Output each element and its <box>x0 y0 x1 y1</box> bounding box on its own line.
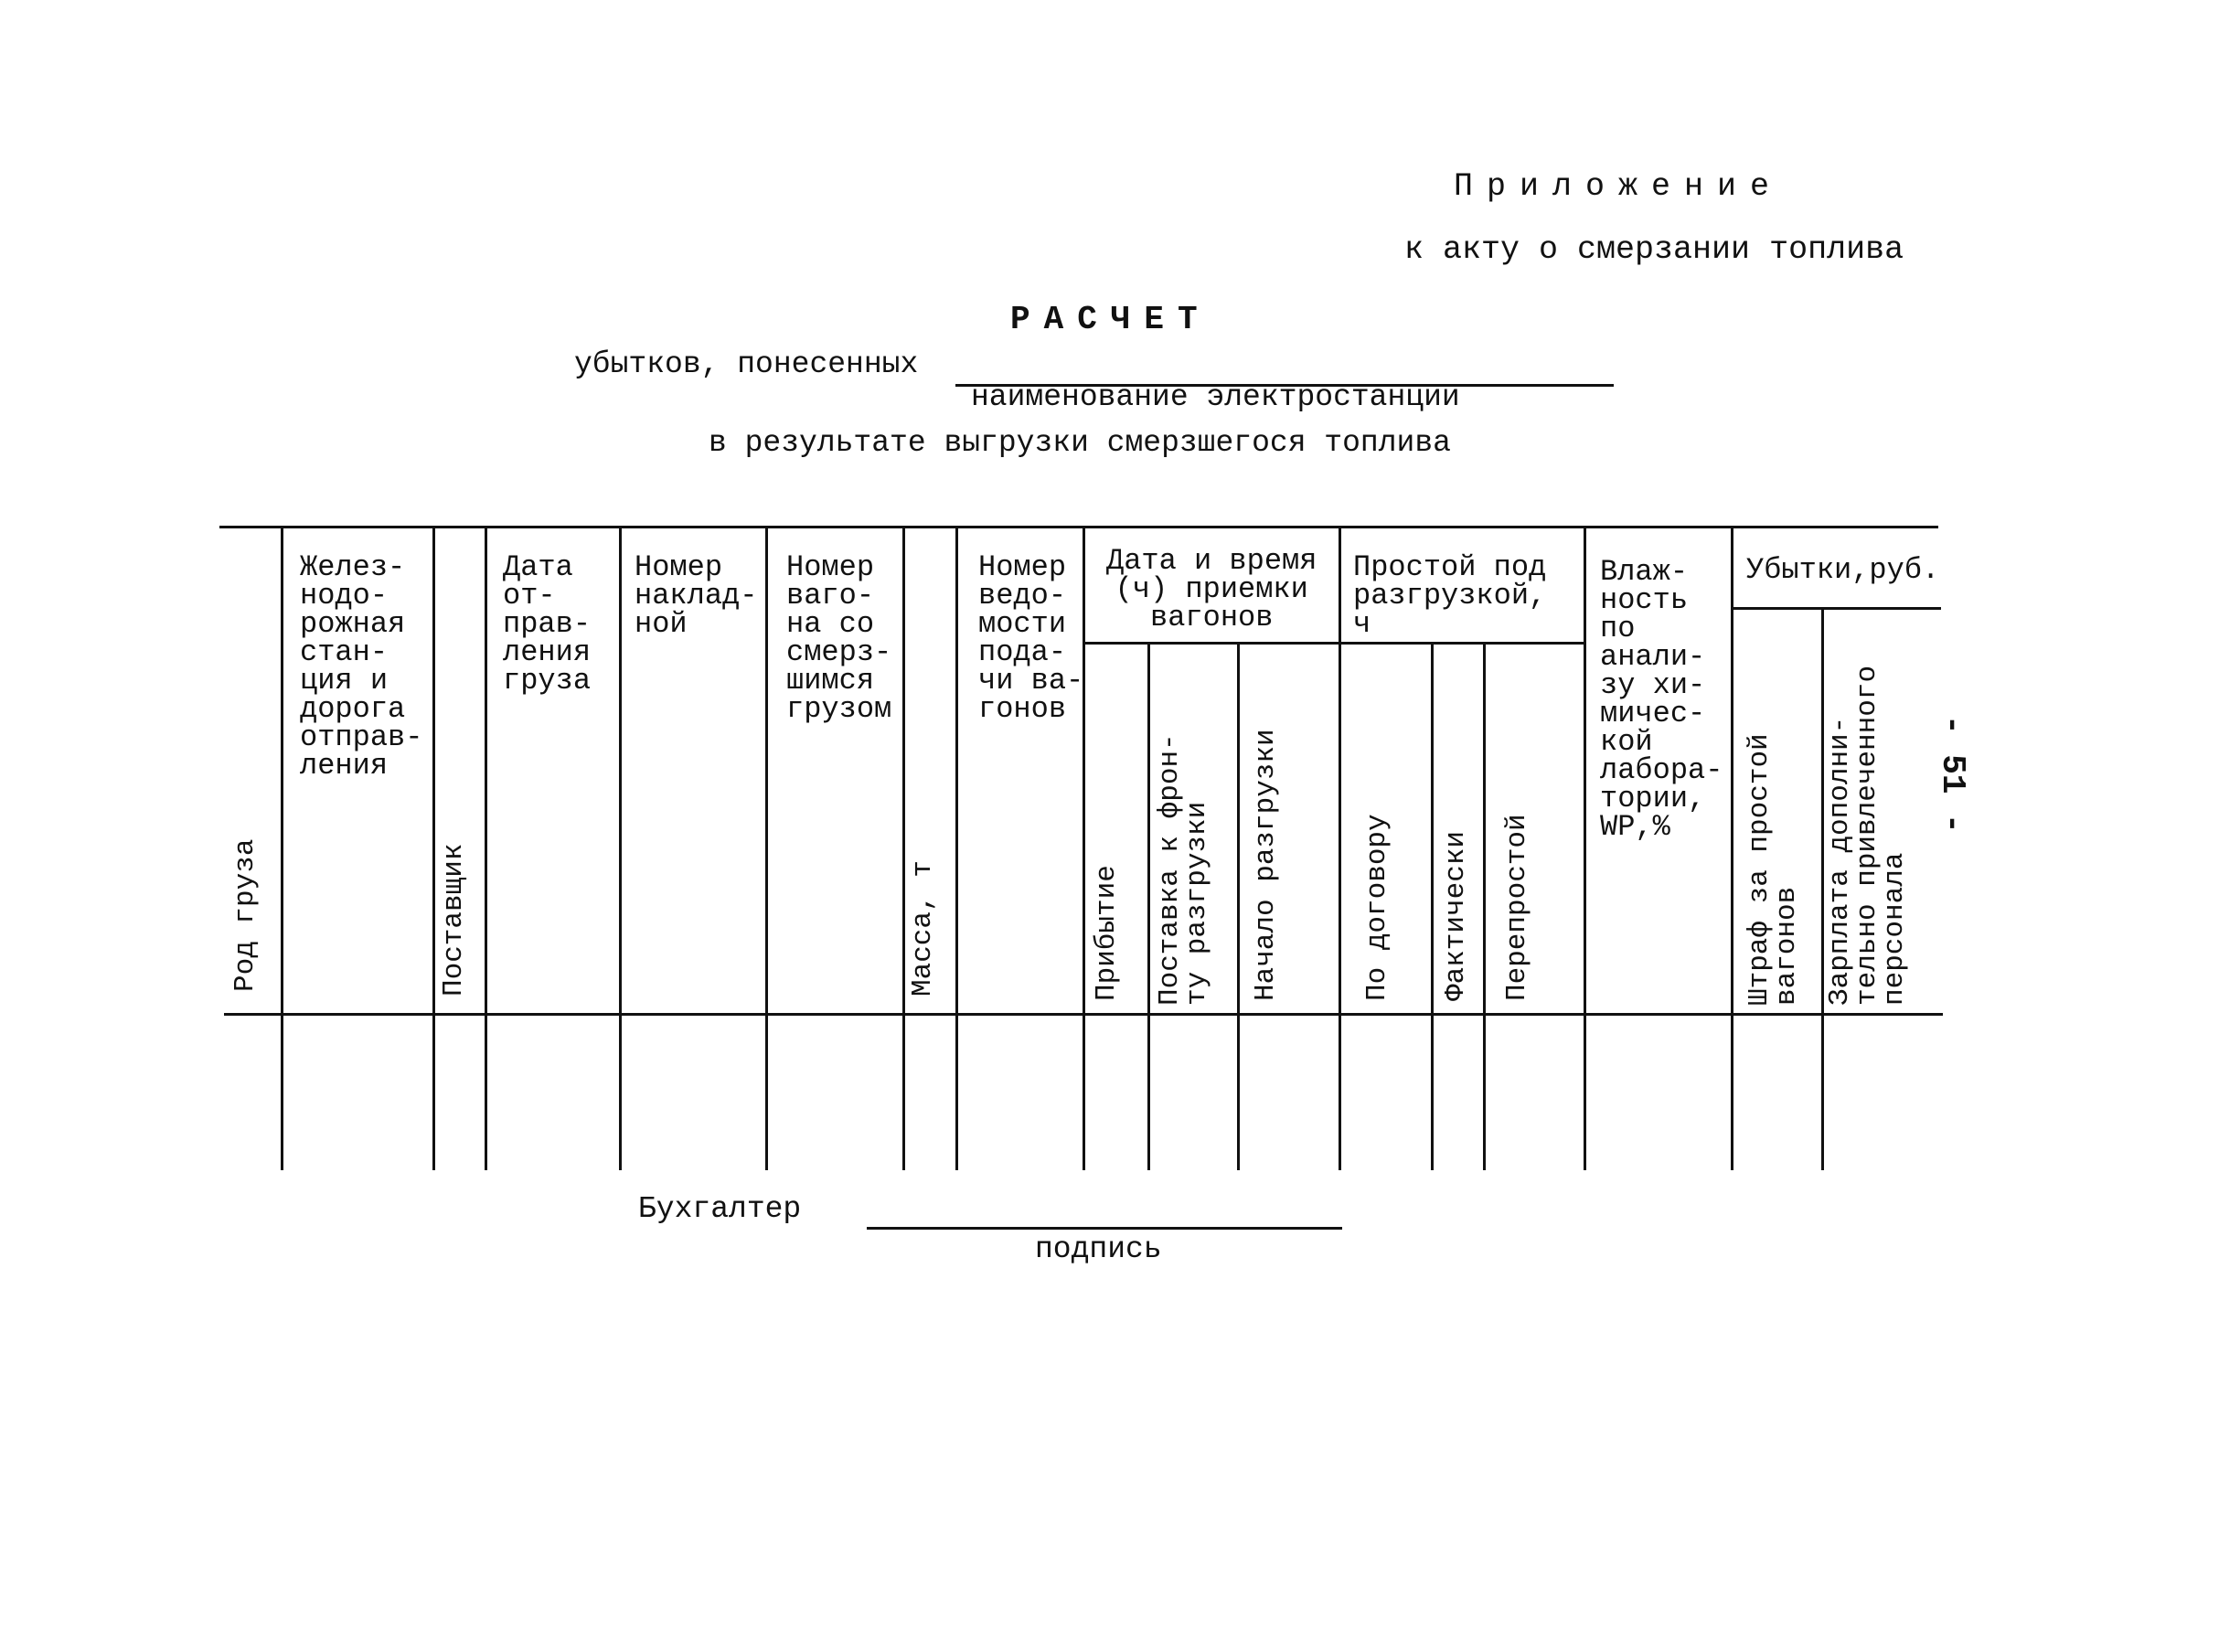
col-divider <box>1584 526 1586 1170</box>
appendix-heading: Приложение <box>1454 168 1784 205</box>
col-divider <box>902 526 905 1170</box>
appendix-subheading: к акту о смерзании топлива <box>1404 231 1904 268</box>
header-acceptance-group: Дата и время (ч) приемки вагонов <box>1106 544 1317 634</box>
header-contract: По договору <box>1361 814 1393 1001</box>
accountant-label: Бухгалтер <box>638 1192 802 1226</box>
header-mass: Масса, т <box>907 860 939 997</box>
header-idle-group: Простой под разгрузкой, ч <box>1353 550 1547 641</box>
header-overtime: Перепростой <box>1501 814 1533 1001</box>
header-wagon: Номер ваго- на со смерз- шимся грузом <box>786 550 892 726</box>
idle-group-rule <box>1339 642 1584 645</box>
header-waybill: Номер наклад- ной <box>635 550 758 641</box>
col-divider <box>1431 642 1434 1170</box>
col-divider <box>1147 642 1150 1170</box>
header-arrival: Прибытие <box>1091 865 1123 1001</box>
col-divider <box>432 526 435 1170</box>
header-salary: Зарплата дополни- тельно привлеченного персонала <box>1824 665 1911 1006</box>
document-title: РАСЧЕТ <box>1010 301 1211 338</box>
col-divider <box>765 526 768 1170</box>
losses-group-rule <box>1731 607 1941 610</box>
table-top-rule <box>219 526 1938 528</box>
signature-caption: подпись <box>1035 1232 1162 1266</box>
col-divider <box>1237 642 1240 1170</box>
header-unload-start: Начало разгрузки <box>1250 729 1282 1001</box>
signature-line <box>867 1227 1342 1230</box>
header-humidity: Влаж- ность по анали- зу хи- мичес- кой лабора- тории, WP,% <box>1600 555 1723 844</box>
acceptance-group-rule <box>1083 642 1339 645</box>
subtitle-line-1: убытков, понесенных <box>574 347 919 381</box>
header-dispatch-date: Дата от- прав- ления груза <box>503 550 592 698</box>
col-divider <box>955 526 958 1170</box>
col-divider <box>1731 526 1733 1170</box>
header-front-delivery: Поставка к фрон- ту разгрузки <box>1154 733 1213 1006</box>
col-divider <box>1483 642 1486 1170</box>
header-station: Желез- нодо- рожная стан- ция и дорога отправ- ления <box>300 550 423 783</box>
col-divider <box>281 526 283 1170</box>
page-number: - 51 - <box>1934 715 1971 834</box>
subtitle-line-2: в результате выгрузки смерзшегося топлива <box>709 426 1451 460</box>
header-statement: Номер ведо- мости пода- чи ва- гонов <box>978 550 1084 726</box>
col-divider <box>485 526 487 1170</box>
col-divider <box>1339 526 1341 1170</box>
header-penalty: Штраф за простой вагонов <box>1744 733 1803 1006</box>
header-supplier: Поставщик <box>438 843 470 997</box>
station-name-caption: наименование электростанции <box>971 380 1460 414</box>
header-cargo-type: Род груза <box>229 838 261 992</box>
col-divider <box>619 526 622 1170</box>
header-actual: Фактически <box>1440 830 1472 1001</box>
header-losses-group: Убытки,руб. <box>1746 553 1940 587</box>
